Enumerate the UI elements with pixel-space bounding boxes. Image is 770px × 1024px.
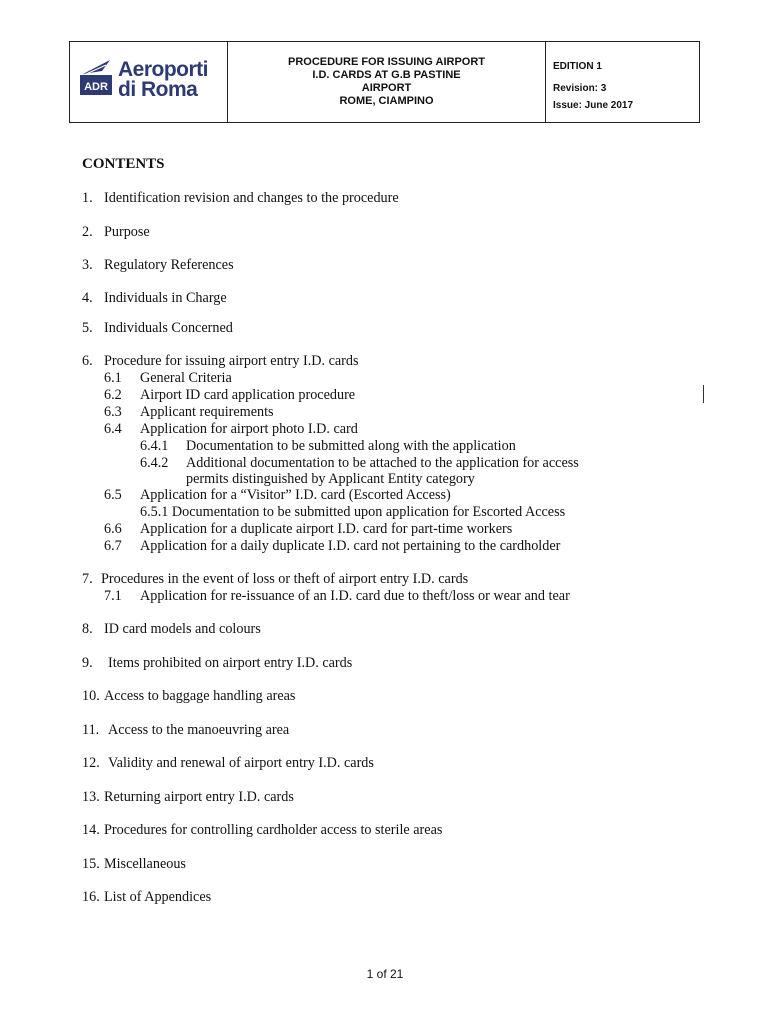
toc-number: 6.4.1 <box>140 438 169 454</box>
document-title <box>288 56 485 108</box>
toc-label: Application for a duplicate airport I.D. card for part-time workers <box>140 521 513 537</box>
toc-number: 15. <box>82 856 100 872</box>
toc-number: 6.3 <box>104 404 122 420</box>
title-cell <box>228 42 546 122</box>
toc-label: Access to the manoeuvring area <box>108 722 290 738</box>
title-line: AIRPORT <box>361 82 412 94</box>
toc-number: 12. <box>82 755 100 771</box>
toc-label: 6.5.1 Documentation to be submitted upon application for Escorted Access <box>140 504 566 520</box>
toc-number: 14. <box>82 822 100 838</box>
toc-label: Individuals Concerned <box>104 320 233 336</box>
toc-number: 6.7 <box>104 538 122 554</box>
toc-label: Regulatory References <box>104 257 234 273</box>
aeroporti-logo-icon <box>80 59 112 95</box>
toc-label: Returning airport entry I.D. cards <box>104 789 294 805</box>
toc-label: Purpose <box>104 224 150 240</box>
toc-number: 3. <box>82 257 93 273</box>
toc-label: Application for airport photo I.D. card <box>140 421 358 437</box>
toc-label: Applicant requirements <box>140 404 274 420</box>
toc-label: Application for a daily duplicate I.D. card not pertaining to the cardholder <box>140 538 561 554</box>
toc-number: 2. <box>82 224 93 240</box>
logo-word-line1: Aeroporti <box>118 58 208 81</box>
toc-number: 6.4 <box>104 421 122 437</box>
contents-heading: CONTENTS <box>82 156 165 172</box>
toc-label: List of Appendices <box>104 889 212 905</box>
toc-label: Items prohibited on airport entry I.D. cards <box>108 655 353 671</box>
toc-number: 5. <box>82 320 93 336</box>
page-number: 1 of 21 <box>366 967 404 981</box>
toc-number: 6.1 <box>104 370 122 386</box>
toc-number: 9. <box>82 655 93 671</box>
toc-number: 6. <box>82 353 93 369</box>
toc-number: 16. <box>82 889 100 905</box>
toc-label: Miscellaneous <box>104 856 186 872</box>
revision-label: Revision: 3 <box>553 83 607 94</box>
toc-number: 7.1 <box>104 588 122 604</box>
toc-number: 6.2 <box>104 387 122 403</box>
toc-number: 6.4.2 <box>140 455 169 471</box>
toc-label: Application for re-issuance of an I.D. card due to theft/loss or wear and tear <box>140 588 570 604</box>
document-header-table <box>69 41 700 123</box>
toc-label: Validity and renewal of airport entry I.D. cards <box>108 755 374 771</box>
text-cursor-mark <box>703 385 704 403</box>
toc-label: Additional documentation to be attached to the application for access <box>186 455 579 471</box>
toc-number: 8. <box>82 621 93 637</box>
toc-label: Individuals in Charge <box>104 290 227 306</box>
title-line: PROCEDURE FOR ISSUING AIRPORT <box>288 56 485 68</box>
toc-number: 10. <box>82 688 100 704</box>
toc-number: 13. <box>82 789 100 805</box>
toc-number: 11. <box>82 722 100 738</box>
toc-label: Procedure for issuing airport entry I.D. cards <box>104 353 359 369</box>
toc-number: 7. <box>82 571 93 587</box>
toc-label: General Criteria <box>140 370 232 386</box>
title-line: I.D. CARDS AT G.B PASTINE <box>312 69 461 81</box>
title-line: ROME, CIAMPINO <box>339 95 434 107</box>
toc-label: ID card models and colours <box>104 621 261 637</box>
toc-label: Procedures in the event of loss or theft of airport entry I.D. cards <box>101 571 469 587</box>
logo-word-line2: di Roma <box>118 78 198 101</box>
toc-number: 4. <box>82 290 93 306</box>
toc-label: Documentation to be submitted along with the application <box>186 438 516 454</box>
toc-label: Airport ID card application procedure <box>140 387 356 403</box>
toc-label: Identification revision and changes to the procedure <box>104 190 399 206</box>
toc-number: 1. <box>82 190 93 206</box>
issue-label: Issue: June 2017 <box>553 100 634 111</box>
toc-number: 6.5 <box>104 487 122 503</box>
toc-label: Procedures for controlling cardholder access to sterile areas <box>104 822 443 838</box>
logo-cell <box>70 42 228 122</box>
toc-label: permits distinguished by Applicant Entity category <box>186 471 475 487</box>
edition-label: EDITION 1 <box>553 61 602 72</box>
logo-mark-text: ADR <box>84 81 108 93</box>
toc-number: 6.6 <box>104 521 122 537</box>
toc-label: Access to baggage handling areas <box>104 688 296 704</box>
meta-cell <box>546 42 699 122</box>
toc-label: Application for a “Visitor” I.D. card (Escorted Access) <box>140 487 451 503</box>
